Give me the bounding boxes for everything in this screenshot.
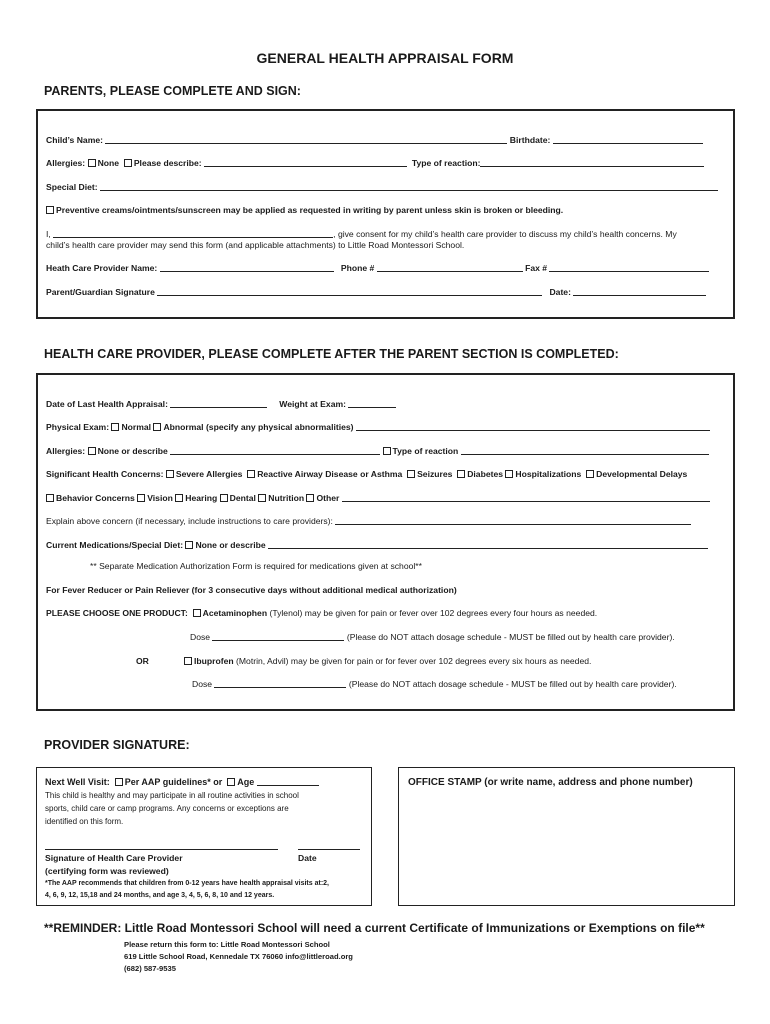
- provider-signature-line[interactable]: [45, 849, 278, 850]
- date-label: Date: [298, 853, 317, 863]
- provider-allergies-row: Allergies: None or describe Type of reaction: [46, 446, 709, 456]
- nutrition-checkbox[interactable]: [258, 494, 266, 502]
- special-diet-row: Special Diet:: [46, 182, 718, 192]
- acetaminophen-row: PLEASE CHOOSE ONE PRODUCT: Acetaminophen (Tylenol) may be given for pain or fever over 102 degrees every four hours as needed.: [46, 608, 598, 618]
- hospitalizations-checkbox[interactable]: [505, 470, 513, 478]
- parent-section-header: PARENTS, PLEASE COMPLETE AND SIGN:: [44, 84, 301, 98]
- reactive-airway-checkbox[interactable]: [247, 470, 255, 478]
- exam-abnormal-checkbox[interactable]: [153, 423, 161, 431]
- parent-date-field[interactable]: [573, 287, 706, 296]
- immunization-reminder: **REMINDER: Little Road Montessori School will need a current Certificate of Immunizations or Exemptions on file**: [44, 921, 705, 935]
- child-name-row: Child’s Name: Birthdate:: [46, 135, 703, 145]
- per-aap-checkbox[interactable]: [115, 778, 123, 786]
- or-label: OR: [136, 656, 149, 666]
- acetaminophen-checkbox[interactable]: [193, 609, 201, 617]
- ibuprofen-dose-field[interactable]: [214, 679, 346, 688]
- allergies-describe-field[interactable]: [204, 158, 407, 167]
- aap-note-1: *The AAP recommends that children from 0-12 years have health appraisal visits at:2,: [45, 880, 329, 887]
- provider-date-line[interactable]: [298, 849, 360, 850]
- reaction-type-field[interactable]: [480, 158, 704, 167]
- hearing-checkbox[interactable]: [175, 494, 183, 502]
- provider-allergies-checkbox[interactable]: [88, 447, 96, 455]
- certifying-label: (certifying form was reviewed): [45, 866, 169, 876]
- medications-field[interactable]: [268, 540, 708, 549]
- consent-line-1: I, , give consent for my child’s health care provider to discuss my child’s health concerns. My: [46, 229, 677, 239]
- consent-name-field[interactable]: [53, 229, 333, 238]
- ibuprofen-checkbox[interactable]: [184, 657, 192, 665]
- age-field[interactable]: [257, 777, 319, 786]
- last-appraisal-field[interactable]: [170, 399, 267, 408]
- med-auth-note: ** Separate Medication Authorization Form is required for medications given at school**: [90, 561, 422, 571]
- diabetes-checkbox[interactable]: [457, 470, 465, 478]
- last-appraisal-row: Date of Last Health Appraisal: Weight at Exam:: [46, 399, 396, 409]
- form-title: GENERAL HEALTH APPRAISAL FORM: [256, 50, 514, 66]
- provider-allergies-field[interactable]: [170, 446, 380, 455]
- creams-checkbox[interactable]: [46, 206, 54, 214]
- physical-exam-row: Physical Exam: Normal Abnormal (specify any physical abnormalities): [46, 422, 710, 432]
- behavior-checkbox[interactable]: [46, 494, 54, 502]
- severe-allergies-checkbox[interactable]: [166, 470, 174, 478]
- special-diet-field[interactable]: [100, 182, 718, 191]
- parent-signature-row: Parent/Guardian Signature Date:: [46, 287, 706, 297]
- next-visit-row: Next Well Visit: Per AAP guidelines* or Age: [45, 777, 319, 787]
- allergies-none-checkbox[interactable]: [88, 159, 96, 167]
- consent-line-2: child’s health care provider may send this form (and applicable attachments) to Little Road Montessori School.: [46, 240, 465, 250]
- healthy-line-1: This child is healthy and may participate in all routine activities in school: [45, 791, 299, 800]
- creams-row: Preventive creams/ointments/sunscreen may be applied as requested in writing by parent unless skin is broken or bleeding.: [46, 205, 563, 215]
- allergies-describe-checkbox[interactable]: [124, 159, 132, 167]
- ibuprofen-dose-row: Dose (Please do NOT attach dosage schedule - MUST be filled out by health care provider).: [192, 679, 677, 689]
- provider-reaction-field[interactable]: [461, 446, 709, 455]
- medications-row: Current Medications/Special Diet: None or describe: [46, 540, 708, 550]
- return-address-line-1: Please return this form to: Little Road Montessori School: [124, 940, 330, 949]
- ibuprofen-row: Ibuprofen (Motrin, Advil) may be given for pain or for fever over 102 degrees every six hours as needed.: [184, 656, 591, 666]
- provider-section-header: HEALTH CARE PROVIDER, PLEASE COMPLETE AFTER THE PARENT SECTION IS COMPLETED:: [44, 347, 619, 361]
- phone-field[interactable]: [377, 263, 523, 272]
- healthy-line-3: identified on this form.: [45, 817, 124, 826]
- office-stamp-label: OFFICE STAMP (or write name, address and phone number): [408, 777, 693, 788]
- other-checkbox[interactable]: [306, 494, 314, 502]
- vision-checkbox[interactable]: [137, 494, 145, 502]
- abnormal-field[interactable]: [356, 422, 710, 431]
- return-phone: (682) 587-9535: [124, 964, 176, 973]
- age-checkbox[interactable]: [227, 778, 235, 786]
- signature-box: [36, 767, 372, 906]
- developmental-checkbox[interactable]: [586, 470, 594, 478]
- aap-note-2: 4, 6, 9, 12, 15,18 and 24 months, and age 3, 4, 5, 6, 8, 10 and 12 years.: [45, 892, 275, 899]
- concerns-row-1: Significant Health Concerns: Severe Allergies Reactive Airway Disease or Asthma Seizures Diabetes Hospitalizations Developmental Delays: [46, 469, 688, 479]
- parent-allergies-row: Allergies: None Please describe: Type of reaction:: [46, 158, 704, 168]
- seizures-checkbox[interactable]: [407, 470, 415, 478]
- acetaminophen-dose-row: Dose (Please do NOT attach dosage schedule - MUST be filled out by health care provider).: [190, 632, 675, 642]
- acetaminophen-dose-field[interactable]: [212, 632, 344, 641]
- healthy-line-2: sports, child care or camp programs. Any concerns or exceptions are: [45, 804, 289, 813]
- exam-normal-checkbox[interactable]: [111, 423, 119, 431]
- other-field[interactable]: [342, 493, 710, 502]
- explain-row: Explain above concern (if necessary, include instructions to care providers):: [46, 516, 691, 526]
- parent-signature-field[interactable]: [157, 287, 542, 296]
- medications-checkbox[interactable]: [185, 541, 193, 549]
- explain-field[interactable]: [335, 516, 691, 525]
- office-stamp-box[interactable]: [398, 767, 735, 906]
- provider-name-field[interactable]: [160, 263, 334, 272]
- child-name-field[interactable]: [105, 135, 507, 144]
- birthdate-field[interactable]: [553, 135, 703, 144]
- signature-label: Signature of Health Care Provider: [45, 853, 183, 863]
- return-address-line-2: 619 Little School Road, Kennedale TX 76060 info@littleroad.org: [124, 952, 353, 961]
- fever-row: For Fever Reducer or Pain Reliever (for 3 consecutive days without additional medical authorization): [46, 585, 457, 595]
- provider-signature-header: PROVIDER SIGNATURE:: [44, 738, 190, 752]
- provider-section-box: [36, 373, 735, 711]
- concerns-row-2: Behavior Concerns Vision Hearing Dental Nutrition Other: [46, 493, 710, 503]
- fax-field[interactable]: [549, 263, 709, 272]
- provider-contact-row: Heath Care Provider Name: Phone # Fax #: [46, 263, 709, 273]
- dental-checkbox[interactable]: [220, 494, 228, 502]
- parent-section-box: [36, 109, 735, 319]
- provider-reaction-checkbox[interactable]: [383, 447, 391, 455]
- weight-field[interactable]: [348, 399, 396, 408]
